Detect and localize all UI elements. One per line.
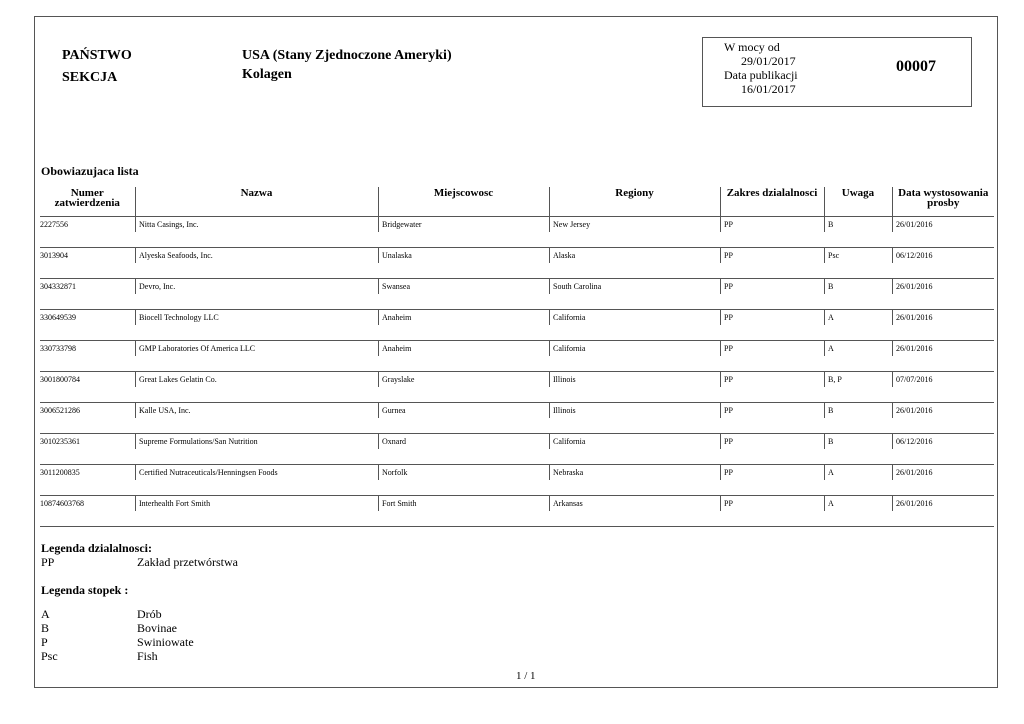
cell-city bbox=[378, 279, 549, 310]
cell-scope-text: PP bbox=[720, 465, 824, 480]
column-header-scope: Zakres dzialalnosci bbox=[720, 187, 824, 217]
published-label: Data publikacji bbox=[724, 68, 798, 82]
cell-note-text: B bbox=[824, 403, 892, 418]
cell-name-text: Interhealth Fort Smith bbox=[135, 496, 378, 511]
cell-city-text: Gurnea bbox=[378, 403, 549, 418]
cell-region bbox=[549, 434, 720, 465]
cell-city bbox=[378, 403, 549, 434]
cell-date-text: 07/07/2016 bbox=[892, 372, 994, 387]
cell-name bbox=[135, 496, 378, 527]
legend-activity-title: Legenda dzialalnosci: bbox=[41, 541, 153, 555]
cell-name-text: Great Lakes Gelatin Co. bbox=[135, 372, 378, 387]
legend-desc: Zakład przetwórstwa bbox=[137, 555, 238, 569]
cell-name-text: Nitta Casings, Inc. bbox=[135, 217, 378, 232]
cell-id: 3010235361 bbox=[40, 434, 135, 465]
cell-note-text: A bbox=[824, 465, 892, 480]
cell-name bbox=[135, 279, 378, 310]
valid-from-label: W mocy od bbox=[724, 40, 780, 54]
legend-code: PP bbox=[41, 555, 55, 569]
cell-name bbox=[135, 372, 378, 403]
cell-date-text: 26/01/2016 bbox=[892, 217, 994, 232]
cell-date-text: 06/12/2016 bbox=[892, 248, 994, 263]
cell-id: 3001800784 bbox=[40, 372, 135, 403]
legend-code: B bbox=[41, 621, 50, 635]
cell-scope-text: PP bbox=[720, 310, 824, 325]
cell-date bbox=[892, 403, 994, 434]
cell-city-text: Anaheim bbox=[378, 310, 549, 325]
cell-city-text: Unalaska bbox=[378, 248, 549, 263]
section-value: Kolagen bbox=[242, 67, 292, 82]
cell-id: 304332871 bbox=[40, 279, 135, 310]
cell-date bbox=[892, 465, 994, 496]
cell-name bbox=[135, 217, 378, 248]
cell-id: 3006521286 bbox=[40, 403, 135, 434]
table-row bbox=[40, 434, 994, 465]
cell-date bbox=[892, 279, 994, 310]
cell-name-text: Alyeska Seafoods, Inc. bbox=[135, 248, 378, 263]
cell-city bbox=[378, 465, 549, 496]
cell-scope-text: PP bbox=[720, 372, 824, 387]
cell-region-text: New Jersey bbox=[549, 217, 720, 232]
cell-date bbox=[892, 341, 994, 372]
legend-desc: Drób bbox=[137, 607, 162, 621]
cell-region-text: California bbox=[549, 341, 720, 356]
cell-date-text: 26/01/2016 bbox=[892, 279, 994, 294]
cell-region-text: Illinois bbox=[549, 372, 720, 387]
cell-region-text: California bbox=[549, 310, 720, 325]
cell-note bbox=[824, 496, 892, 527]
cell-region-text: Nebraska bbox=[549, 465, 720, 480]
cell-note-text: A bbox=[824, 341, 892, 356]
cell-city-text: Fort Smith bbox=[378, 496, 549, 511]
cell-name bbox=[135, 434, 378, 465]
cell-scope-text: PP bbox=[720, 248, 824, 263]
column-header-number: Numer zatwierdzenia bbox=[40, 187, 135, 217]
cell-date-text: 26/01/2016 bbox=[892, 496, 994, 511]
cell-date-text: 26/01/2016 bbox=[892, 310, 994, 325]
cell-region bbox=[549, 403, 720, 434]
table-row bbox=[40, 310, 994, 341]
cell-name-text: Devro, Inc. bbox=[135, 279, 378, 294]
cell-name bbox=[135, 403, 378, 434]
cell-name bbox=[135, 310, 378, 341]
cell-city bbox=[378, 434, 549, 465]
approval-table bbox=[40, 187, 994, 527]
country-label: PAŃSTWO bbox=[62, 48, 132, 63]
cell-note-text: A bbox=[824, 496, 892, 511]
cell-city-text: Anaheim bbox=[378, 341, 549, 356]
legend-desc: Bovinae bbox=[137, 621, 177, 635]
cell-scope-text: PP bbox=[720, 341, 824, 356]
legend-desc: Fish bbox=[137, 649, 158, 663]
cell-city bbox=[378, 310, 549, 341]
cell-city bbox=[378, 372, 549, 403]
cell-region-text: Alaska bbox=[549, 248, 720, 263]
column-header-note: Uwaga bbox=[824, 187, 892, 217]
cell-note-text: Psc bbox=[824, 248, 892, 263]
table-row bbox=[40, 248, 994, 279]
cell-city-text: Oxnard bbox=[378, 434, 549, 449]
cell-id: 330649539 bbox=[40, 310, 135, 341]
cell-date bbox=[892, 434, 994, 465]
cell-city-text: Swansea bbox=[378, 279, 549, 294]
cell-note bbox=[824, 403, 892, 434]
table-row bbox=[40, 496, 994, 527]
cell-name-text: Supreme Formulations/San Nutrition bbox=[135, 434, 378, 449]
cell-scope bbox=[720, 279, 824, 310]
cell-name bbox=[135, 248, 378, 279]
cell-date-text: 06/12/2016 bbox=[892, 434, 994, 449]
cell-scope-text: PP bbox=[720, 403, 824, 418]
cell-id: 10874603768 bbox=[40, 496, 135, 527]
cell-region bbox=[549, 217, 720, 248]
cell-region-text: California bbox=[549, 434, 720, 449]
table-header-row bbox=[40, 187, 994, 217]
cell-scope-text: PP bbox=[720, 434, 824, 449]
cell-scope-text: PP bbox=[720, 279, 824, 294]
table-row bbox=[40, 217, 994, 248]
column-header-region: Regiony bbox=[549, 187, 720, 217]
cell-note bbox=[824, 310, 892, 341]
cell-date-text: 26/01/2016 bbox=[892, 465, 994, 480]
cell-city bbox=[378, 496, 549, 527]
cell-region-text: Illinois bbox=[549, 403, 720, 418]
cell-scope bbox=[720, 465, 824, 496]
cell-date bbox=[892, 248, 994, 279]
cell-city-text: Bridgewater bbox=[378, 217, 549, 232]
country-value: USA (Stany Zjednoczone Ameryki) bbox=[242, 48, 452, 63]
page-number: 1 / 1 bbox=[516, 670, 536, 682]
cell-note-text: B bbox=[824, 217, 892, 232]
cell-date-text: 26/01/2016 bbox=[892, 341, 994, 356]
table-row bbox=[40, 341, 994, 372]
cell-note-text: B bbox=[824, 279, 892, 294]
document-number: 00007 bbox=[896, 58, 936, 75]
column-header-date: Data wystosowania prosby bbox=[892, 187, 994, 217]
cell-note-text: B, P bbox=[824, 372, 892, 387]
cell-scope bbox=[720, 372, 824, 403]
cell-date bbox=[892, 310, 994, 341]
legend-desc: Swiniowate bbox=[137, 635, 194, 649]
cell-region bbox=[549, 279, 720, 310]
cell-note bbox=[824, 248, 892, 279]
cell-scope bbox=[720, 341, 824, 372]
cell-region-text: Arkansas bbox=[549, 496, 720, 511]
cell-note bbox=[824, 465, 892, 496]
cell-id: 330733798 bbox=[40, 341, 135, 372]
cell-scope-text: PP bbox=[720, 496, 824, 511]
section-label: SEKCJA bbox=[62, 70, 118, 85]
cell-id: 3011200835 bbox=[40, 465, 135, 496]
table-row bbox=[40, 403, 994, 434]
cell-region-text: South Carolina bbox=[549, 279, 720, 294]
info-box bbox=[702, 37, 972, 107]
cell-scope bbox=[720, 496, 824, 527]
published-date: 16/01/2017 bbox=[741, 82, 796, 96]
cell-date bbox=[892, 217, 994, 248]
cell-id: 3013904 bbox=[40, 248, 135, 279]
cell-city bbox=[378, 341, 549, 372]
cell-region bbox=[549, 496, 720, 527]
legend-code: P bbox=[41, 635, 48, 649]
cell-scope bbox=[720, 310, 824, 341]
cell-name-text: Biocell Technology LLC bbox=[135, 310, 378, 325]
cell-scope bbox=[720, 403, 824, 434]
cell-note-text: B bbox=[824, 434, 892, 449]
legend-species-title: Legenda stopek : bbox=[41, 583, 129, 597]
cell-scope bbox=[720, 217, 824, 248]
legend-code: Psc bbox=[41, 649, 58, 663]
table-row bbox=[40, 372, 994, 403]
cell-date bbox=[892, 372, 994, 403]
cell-region bbox=[549, 341, 720, 372]
cell-scope-text: PP bbox=[720, 217, 824, 232]
cell-region bbox=[549, 372, 720, 403]
cell-note bbox=[824, 217, 892, 248]
cell-city-text: Grayslake bbox=[378, 372, 549, 387]
cell-region bbox=[549, 465, 720, 496]
cell-name bbox=[135, 465, 378, 496]
valid-from-date: 29/01/2017 bbox=[741, 54, 796, 68]
table-row bbox=[40, 279, 994, 310]
cell-date-text: 26/01/2016 bbox=[892, 403, 994, 418]
list-title: Obowiazujaca lista bbox=[41, 164, 139, 178]
cell-city-text: Norfolk bbox=[378, 465, 549, 480]
cell-scope bbox=[720, 248, 824, 279]
cell-name bbox=[135, 341, 378, 372]
cell-scope bbox=[720, 434, 824, 465]
cell-note bbox=[824, 434, 892, 465]
cell-note bbox=[824, 279, 892, 310]
cell-note bbox=[824, 341, 892, 372]
column-header-name: Nazwa bbox=[135, 187, 378, 217]
cell-id: 2227556 bbox=[40, 217, 135, 248]
cell-region bbox=[549, 310, 720, 341]
legend-code: A bbox=[41, 607, 50, 621]
cell-name-text: GMP Laboratories Of America LLC bbox=[135, 341, 378, 356]
cell-date bbox=[892, 496, 994, 527]
table-row bbox=[40, 465, 994, 496]
cell-city bbox=[378, 248, 549, 279]
cell-region bbox=[549, 248, 720, 279]
cell-city bbox=[378, 217, 549, 248]
cell-name-text: Kalle USA, Inc. bbox=[135, 403, 378, 418]
cell-name-text: Certified Nutraceuticals/Henningsen Foods bbox=[135, 465, 378, 480]
cell-note bbox=[824, 372, 892, 403]
cell-note-text: A bbox=[824, 310, 892, 325]
column-header-city: Miejscowosc bbox=[378, 187, 549, 217]
